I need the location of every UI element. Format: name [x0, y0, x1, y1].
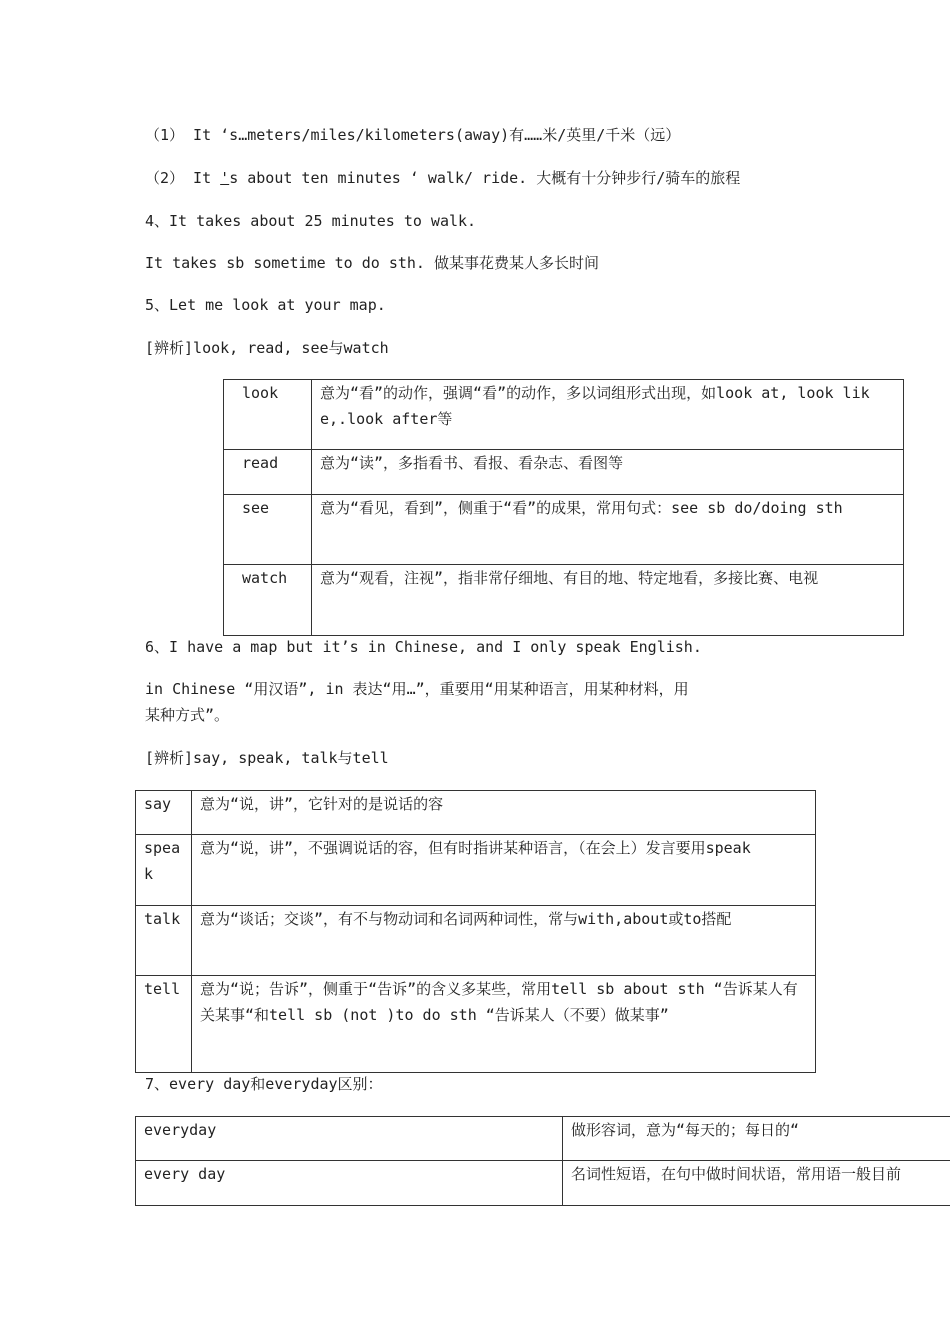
- word-cell: every day: [136, 1161, 563, 1206]
- line-3: 4、It takes about 25 minutes to walk.: [145, 212, 477, 230]
- desc-cell: 做形容词，意为“每天的；每日的“: [563, 1117, 950, 1161]
- word-cell: everyday: [136, 1117, 563, 1161]
- line-11: 7、every day和everyday区别：: [145, 1075, 383, 1093]
- table-row: [136, 1161, 950, 1206]
- word-cell: talk: [136, 906, 192, 976]
- word-cell: say: [136, 791, 192, 835]
- table-row: [224, 380, 904, 450]
- table-row: [136, 791, 816, 835]
- table-row: [224, 450, 904, 495]
- word-cell: tell: [136, 976, 192, 1073]
- look-read-see-watch-table: [223, 379, 904, 636]
- table-row: [224, 565, 904, 636]
- line-9: 某种方式”。: [145, 706, 230, 724]
- table-row: [136, 1117, 950, 1161]
- line-1: （1） It ‘s…meters/miles/kilometers(away)有……米/英里/千米（远）: [145, 126, 681, 144]
- line-10: [辨析]say, speak, talk与tell: [145, 749, 389, 767]
- say-speak-talk-tell-table: [135, 790, 816, 1073]
- word-cell: speak: [136, 835, 192, 906]
- line-2: [145, 167, 740, 189]
- word-cell: see: [224, 495, 312, 565]
- desc-cell: 意为“观看，注视”，指非常仔细地、有目的地、特定地看，多接比赛、电视: [312, 565, 904, 636]
- everyday-table: [135, 1116, 950, 1206]
- desc-cell: 意为“看”的动作，强调“看”的动作，多以词组形式出现，如look at, look like,.look after等: [312, 380, 904, 450]
- desc-cell: 名词性短语，在句中做时间状语，常用语一般目前: [563, 1161, 950, 1206]
- desc-cell: 意为“说；告诉”，侧重于“告诉”的含义多某些，常用tell sb about sth “告诉某人有关某事“和tell sb (not )to do sth “告诉某人（不要）做某事”: [192, 976, 816, 1073]
- desc-cell: 意为“看见，看到”，侧重于“看”的成果，常用句式：see sb do/doing sth: [312, 495, 904, 565]
- desc-cell: 意为“谈话；交谈”，有不与物动词和名词两种词性，常与with,about或to搭配: [192, 906, 816, 976]
- table-row: [136, 976, 816, 1073]
- word-cell: look: [224, 380, 312, 450]
- word-cell: read: [224, 450, 312, 495]
- desc-cell: 意为“读”，多指看书、看报、看杂志、看图等: [312, 450, 904, 495]
- line-2-start: （2） It: [145, 169, 221, 187]
- apostrophe-underlined: ': [220, 169, 230, 187]
- line-4: It takes sb sometime to do sth. 做某事花费某人多长时间: [145, 254, 599, 272]
- desc-cell: 意为“说，讲”，它针对的是说话的容: [192, 791, 816, 835]
- line-5: 5、Let me look at your map.: [145, 296, 386, 314]
- word-cell: watch: [224, 565, 312, 636]
- table-row: [224, 495, 904, 565]
- line-7: 6、I have a map but it’s in Chinese, and I only speak English.: [145, 638, 702, 656]
- table-row: [136, 835, 816, 906]
- line-8: in Chinese “用汉语”, in 表达“用…”，重要用“用某种语言，用某种材料，用: [145, 680, 689, 698]
- desc-cell: 意为“说，讲”，不强调说话的容，但有时指讲某种语言，（在会上）发言要用speak: [192, 835, 816, 906]
- line-6: [辨析]look, read, see与watch: [145, 339, 389, 357]
- table-row: [136, 906, 816, 976]
- line-2-end: s about ten minutes ‘ walk/ ride. 大概有十分钟步行/骑车的旅程: [229, 169, 741, 187]
